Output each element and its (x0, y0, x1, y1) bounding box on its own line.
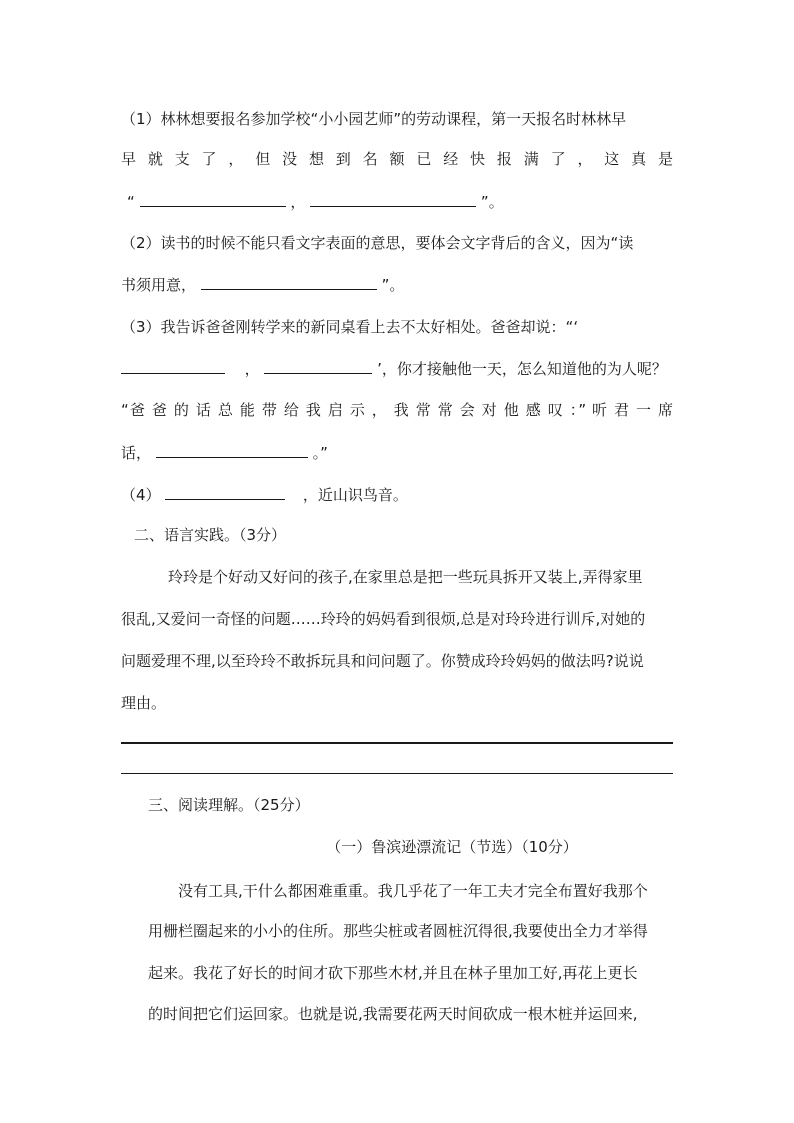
q1-blank-2[interactable] (310, 190, 476, 207)
q2-blank[interactable] (201, 273, 377, 290)
q3-blank-3[interactable] (156, 441, 308, 458)
q3-separator: ， (244, 360, 260, 378)
q4-prefix: （4） (121, 486, 161, 504)
q3-blank-2[interactable] (264, 357, 372, 374)
q1-close-quote: ”。 (480, 193, 504, 211)
q3-line-4-prefix: 话， (121, 444, 152, 462)
q3-line-1: （3）我告诉爸爸刚转学来的新同桌看上去不太好相处。爸爸却说：“‘ (121, 318, 579, 336)
q2-prefix: 书须用意， (121, 276, 197, 294)
q1-blank-1[interactable] (140, 190, 286, 207)
section-three-subheading: （一）鲁滨逊漂流记（节选）（10分） (326, 838, 578, 856)
q2-line-2 (121, 273, 673, 295)
q4-line (121, 483, 673, 505)
q1-line-3 (127, 190, 679, 212)
q3-line-3: “爸 爸 的 话 总 能 带 给 我 启 示 ， 我 常 常 会 对 他 感 叹 ：” 听 君 一 席 (121, 401, 673, 419)
section-two-para-line-4: 理由。 (121, 694, 167, 712)
section-two-heading: 二、语言实践。（3分） (134, 526, 287, 544)
q3-line-4-suffix: 。” (312, 444, 328, 462)
q4-suffix: ，近山识鸟音。 (302, 486, 408, 504)
section-two-para-line-1: 玲玲是个好动又好问的孩子,在家里总是把一些玩具拆开又装上,弄得家里 (168, 568, 643, 586)
q1-line-2: 早 就 支 了 ， 但 没 想 到 名 额 已 经 快 报 满 了 ， 这 真 是 (121, 150, 673, 168)
q1-open-quote: “ (127, 193, 135, 211)
answer-line-1[interactable] (121, 742, 673, 744)
q3-line-4 (121, 441, 673, 463)
q3-line-2 (121, 357, 673, 379)
section-three-heading: 三、阅读理解。（25分） (148, 796, 310, 814)
reading-para-line-3: 起来。我花了好长的时间才砍下那些木材,并且在林子里加工好,再花上更长 (148, 964, 638, 982)
q3-blank-1[interactable] (121, 357, 225, 374)
q2-line-1: （2）读书的时候不能只看文字表面的意思，要体会文字背后的含义，因为“读 (121, 234, 634, 252)
q3-line-2-suffix: ’，你才接触他一天，怎么知道他的为人呢？ (377, 360, 667, 378)
section-two-para-line-2: 很乱,又爱问一奇怪的问题……玲玲的妈妈看到很烦,总是对玲玲进行训斥,对她的 (121, 610, 646, 628)
reading-para-line-4: 的时间把它们运回家。也就是说,我需要花两天时间砍成一根木桩并运回来, (148, 1005, 638, 1023)
q1-separator: ， (290, 193, 306, 211)
q1-line-1: （1）林林想要报名参加学校“小小园艺师”的劳动课程，第一天报名时林林早 (121, 110, 627, 128)
section-two-para-line-3: 问题爱理不理,以至玲玲不敢拆玩具和问问题了。你赞成玲玲妈妈的做法吗?说说 (121, 652, 644, 670)
reading-para-line-1: 没有工具,干什么都困难重重。我几乎花了一年工夫才完全布置好我那个 (178, 882, 648, 900)
reading-para-line-2: 用栅栏圈起来的小小的住所。那些尖桩或者圆桩沉得很,我要使出全力才举得 (148, 922, 648, 940)
q4-blank[interactable] (165, 483, 285, 500)
answer-line-2[interactable] (121, 773, 673, 774)
q2-suffix: ”。 (381, 276, 405, 294)
